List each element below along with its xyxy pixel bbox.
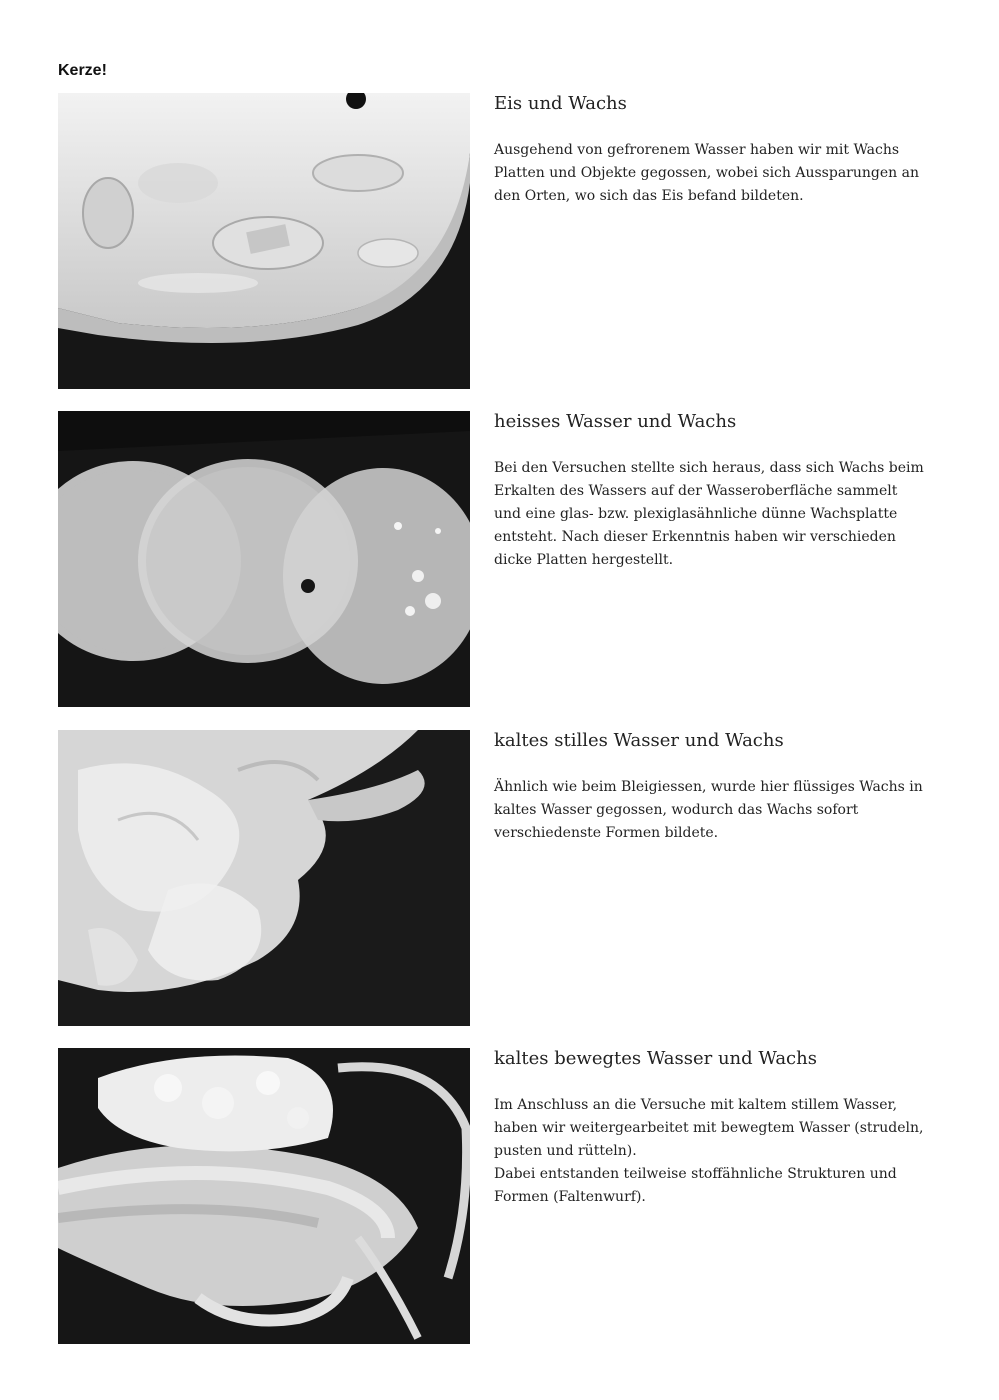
section-heading: kaltes stilles Wasser und Wachs: [494, 730, 784, 751]
photo-cold-moving-water-wax: [58, 1048, 470, 1344]
photo-cold-still-water-wax: [58, 730, 470, 1026]
section-heisses-wasser: [58, 411, 938, 707]
section-heading: heisses Wasser und Wachs: [494, 411, 737, 432]
section-kaltes-stilles-wasser: [58, 730, 938, 1026]
section-body: [494, 776, 924, 845]
section-paragraph: Ähnlich wie beim Bleigiessen, wurde hier flüssiges Wachs in kaltes Wasser gegossen, wodurch das Wachs sofort verschiedenste Formen bildete.: [494, 779, 923, 841]
section-body: [494, 457, 924, 572]
section-heading: kaltes bewegtes Wasser und Wachs: [494, 1048, 817, 1069]
irregular-wax-forms-image: [58, 730, 470, 1026]
section-text: [494, 1048, 924, 1209]
section-paragraph: Bei den Versuchen stellte sich heraus, dass sich Wachs beim Erkalten des Wassers auf der Wasseroberfläche sammelt und eine glas- bzw. plexiglasähnliche dünne Wachsplatte entsteht. Nach dieser Erkenntnis haben wir verschieden dicke Platten hergestellt.: [494, 460, 924, 568]
draped-wax-forms-image: [58, 1048, 470, 1344]
section-text: [494, 730, 924, 845]
section-paragraph: Dabei entstanden teilweise stoffähnliche Strukturen und Formen (Faltenwurf).: [494, 1166, 897, 1205]
photo-ice-wax-disc: [58, 93, 470, 389]
photo-hot-water-wax-plates: [58, 411, 470, 707]
section-paragraph: Im Anschluss an die Versuche mit kaltem stillem Wasser, haben wir weitergearbeitet mit bewegtem Wasser (strudeln, pusten und rütteln).: [494, 1097, 924, 1159]
wax-disc-with-cavities-image: [58, 93, 470, 389]
section-eis-und-wachs: [58, 93, 938, 389]
section-text: [494, 411, 924, 572]
section-paragraph: Ausgehend von gefrorenem Wasser haben wir mit Wachs Platten und Objekte gegossen, wobei sich Aussparungen an den Orten, wo sich das Eis befand bildeten.: [494, 142, 919, 204]
section-kaltes-bewegtes-wasser: [58, 1048, 938, 1344]
section-body: [494, 1094, 924, 1209]
three-wax-plates-image: [58, 411, 470, 707]
section-heading: Eis und Wachs: [494, 93, 627, 114]
section-body: [494, 139, 924, 208]
page-title: Kerze!: [58, 62, 107, 79]
section-text: [494, 93, 924, 208]
